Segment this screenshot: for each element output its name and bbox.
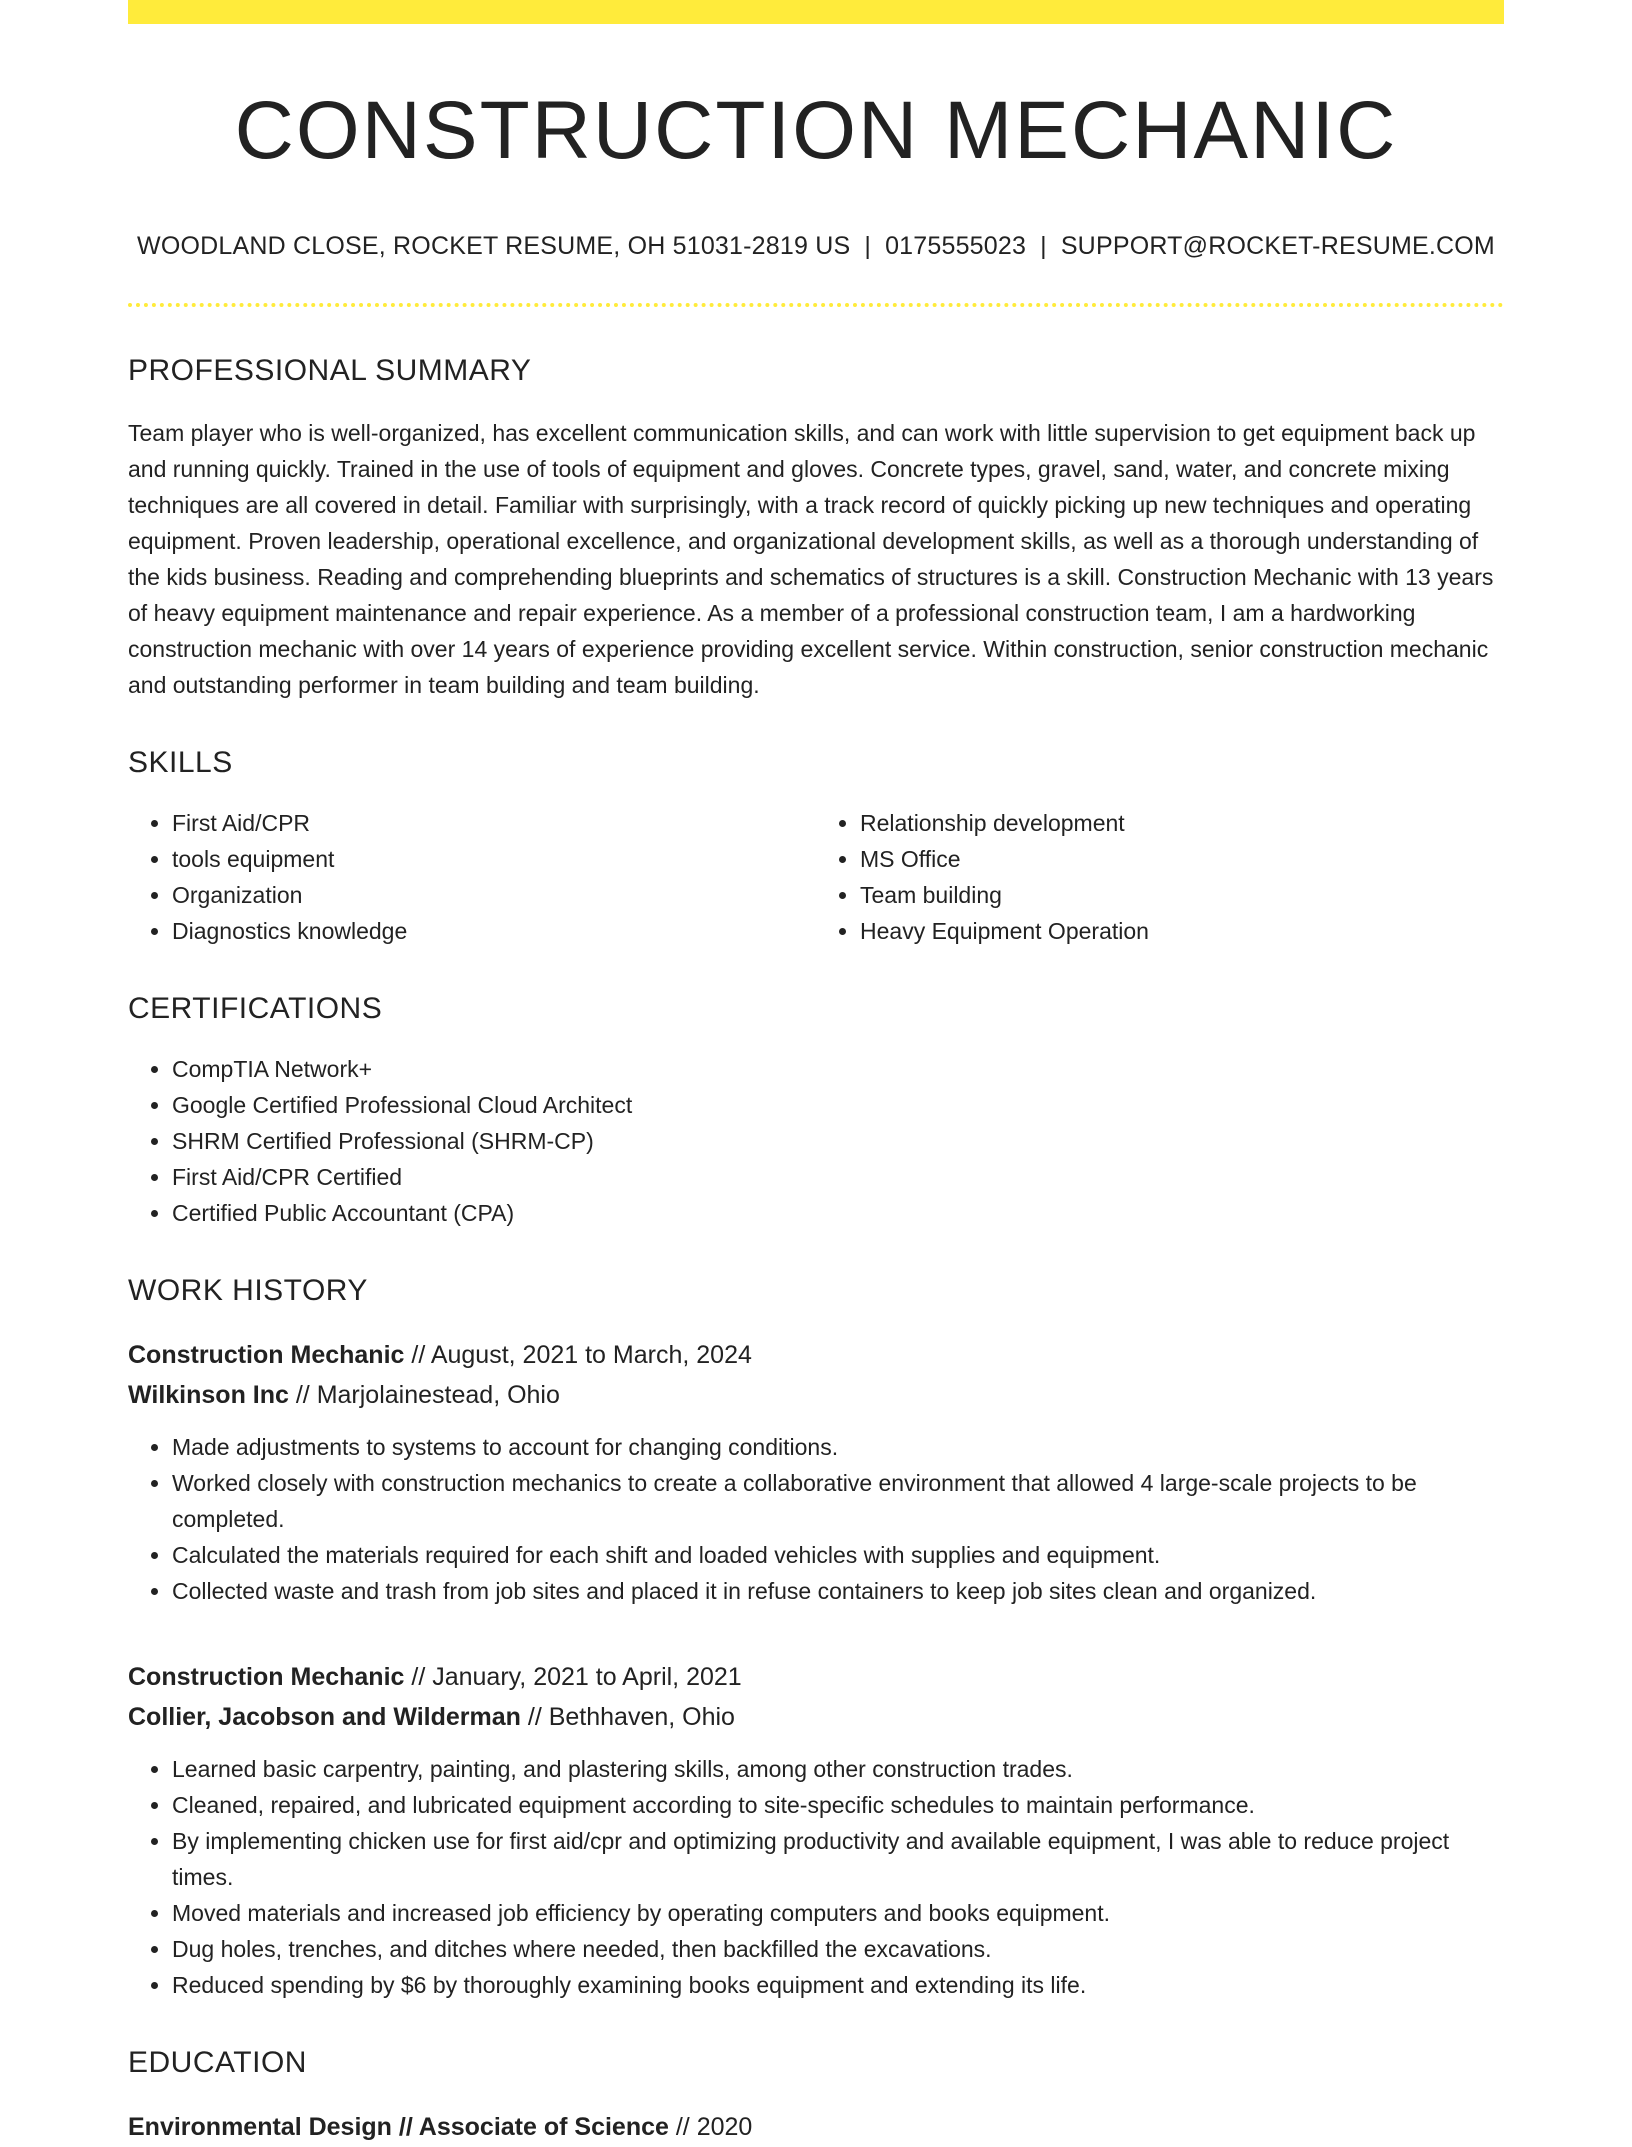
certification-item: • Certified Public Accountant (CPA) xyxy=(172,1195,1504,1231)
job-entry xyxy=(128,1657,1504,2003)
accent-top-bar xyxy=(128,0,1504,24)
job-company-line: Collier, Jacobson and Wilderman // Bethhaven, Ohio xyxy=(128,1702,735,1731)
job-bullets xyxy=(128,1429,1504,1609)
summary-heading: PROFESSIONAL SUMMARY xyxy=(128,353,532,387)
job-title: Construction Mechanic xyxy=(128,1340,405,1369)
job-bullet: • Worked closely with construction mechanics to create a collaborative environment that allowed 4 large-scale projects to be completed. xyxy=(172,1465,1504,1537)
job-bullet: • Moved materials and increased job efficiency by operating computers and books equipment. xyxy=(172,1895,1504,1931)
job-bullet: • Collected waste and trash from job sites and placed it in refuse containers to keep job sites clean and organized. xyxy=(172,1573,1504,1609)
contact-separator: | xyxy=(1040,232,1047,261)
work-history-heading: WORK HISTORY xyxy=(128,1273,368,1307)
education-degree: Environmental Design // Associate of Science xyxy=(128,2112,669,2141)
education-heading: EDUCATION xyxy=(128,2045,307,2079)
job-dates: August, 2021 to March, 2024 xyxy=(430,1340,752,1369)
certification-item: • CompTIA Network+ xyxy=(172,1051,1504,1087)
job-bullet: • Learned basic carpentry, painting, and plastering skills, among other construction trades. xyxy=(172,1751,1504,1787)
skill-item: • Heavy Equipment Operation xyxy=(860,913,1504,949)
certification-item: • SHRM Certified Professional (SHRM-CP) xyxy=(172,1123,1504,1159)
contact-phone: 0175555023 xyxy=(885,232,1027,261)
contact-address: WOODLAND CLOSE, ROCKET RESUME, OH 51031-2819 US xyxy=(137,232,851,261)
contact-line xyxy=(128,230,1504,263)
resume-name: CONSTRUCTION MECHANIC xyxy=(234,85,1398,176)
job-company: Collier, Jacobson and Wilderman xyxy=(128,1702,521,1731)
dotted-divider xyxy=(128,303,1504,307)
job-title-line: Construction Mechanic // January, 2021 to April, 2021 xyxy=(128,1662,742,1691)
skill-item: • Organization xyxy=(172,877,816,913)
summary-text: Team player who is well-organized, has excellent communication skills, and can work with little supervision to get equipment back up and running quickly. Trained in the use of tools of equipment and gloves. Concrete types, gravel, sand, water, and concrete mixing techniques are all covered in detail. Familiar with surprisingly, with a track record of quickly picking up new techniques and operating equipment. Proven leadership, operational excellence, and organizational development skills, as well as a thorough understanding of the kids business. Reading and comprehending blueprints and schematics of structures is a skill. Construction Mechanic with 13 years of heavy equipment maintenance and repair experience. As a member of a professional construction team, I am a hardworking construction mechanic with over 14 years of experience providing excellent service. Within construction, senior construction mechanic and outstanding performer in team building and team building. xyxy=(128,419,1494,698)
skill-item: • Relationship development xyxy=(860,805,1504,841)
certification-item: • Google Certified Professional Cloud Architect xyxy=(172,1087,1504,1123)
job-bullet: • Dug holes, trenches, and ditches where needed, then backfilled the excavations. xyxy=(172,1931,1504,1967)
job-bullet: • Cleaned, repaired, and lubricated equipment according to site-specific schedules to maintain performance. xyxy=(172,1787,1504,1823)
job-entry xyxy=(128,1335,1504,1609)
certifications-list xyxy=(128,1051,1504,1231)
education-entry: Environmental Design // Associate of Science // 2020 xyxy=(128,2112,753,2141)
education-year: 2020 xyxy=(696,2112,753,2141)
certifications-heading: CERTIFICATIONS xyxy=(128,991,383,1025)
job-company-line: Wilkinson Inc // Marjolainestead, Ohio xyxy=(128,1380,560,1409)
skills-list-right xyxy=(816,805,1504,949)
skill-item: • tools equipment xyxy=(172,841,816,877)
skill-item: • Diagnostics knowledge xyxy=(172,913,816,949)
skills-list-left xyxy=(128,805,816,949)
job-title-line: Construction Mechanic // August, 2021 to March, 2024 xyxy=(128,1340,752,1369)
skill-item: • MS Office xyxy=(860,841,1504,877)
contact-separator: | xyxy=(864,232,872,261)
job-title: Construction Mechanic xyxy=(128,1662,405,1691)
job-dates: January, 2021 to April, 2021 xyxy=(432,1662,742,1691)
job-company: Wilkinson Inc xyxy=(128,1380,289,1409)
contact-email: SUPPORT@ROCKET-RESUME.COM xyxy=(1060,232,1495,261)
job-location: Marjolainestead, Ohio xyxy=(316,1380,560,1409)
skill-item: • Team building xyxy=(860,877,1504,913)
job-bullet: • Reduced spending by $6 by thoroughly examining books equipment and extending its life. xyxy=(172,1967,1504,2003)
job-bullet: • Calculated the materials required for each shift and loaded vehicles with supplies and equipment. xyxy=(172,1537,1504,1573)
skills-heading: SKILLS xyxy=(128,745,233,779)
job-location: Bethhaven, Ohio xyxy=(548,1702,735,1731)
skill-item: • First Aid/CPR xyxy=(172,805,816,841)
certification-item: • First Aid/CPR Certified xyxy=(172,1159,1504,1195)
job-bullet: • Made adjustments to systems to account for changing conditions. xyxy=(172,1429,1504,1465)
skills-grid xyxy=(128,805,1504,949)
job-bullets xyxy=(128,1751,1504,2003)
job-bullet: • By implementing chicken use for first aid/cpr and optimizing productivity and available equipment, I was able to reduce project times. xyxy=(172,1823,1504,1895)
